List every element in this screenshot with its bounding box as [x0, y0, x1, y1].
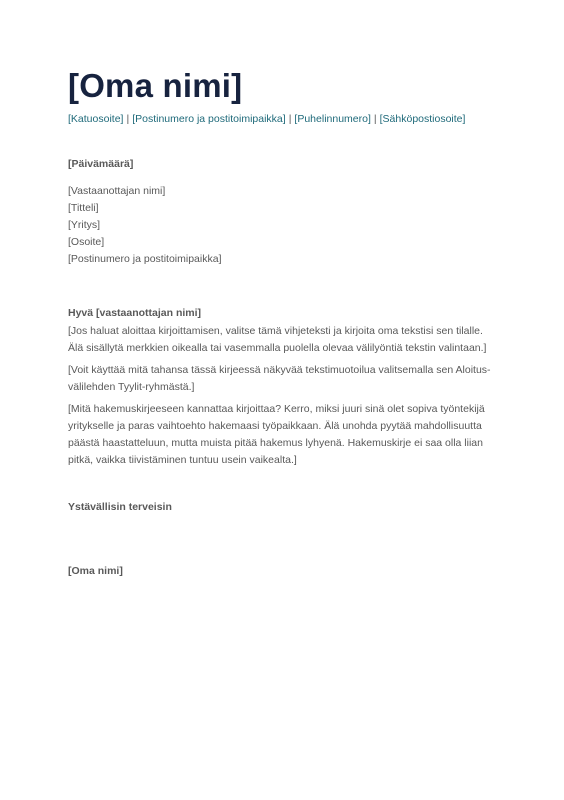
- body-paragraph[interactable]: [Jos haluat aloittaa kirjoittamisen, valitse tämä vihjeteksti ja kirjoita oma tekstisi sen tilalle. Älä sisällytä merkkien oikealla tai vasemmalla puolella olevaa välilyöntiä tekstin valintaan.]: [68, 325, 487, 354]
- contact-separator: |: [126, 113, 130, 125]
- letter-date[interactable]: [Päivämäärä]: [68, 158, 134, 170]
- body-paragraph[interactable]: [Voit käyttää mitä tahansa tässä kirjeessä näkyvää tekstimuotoilua valitsemalla sen Aloitus-välilehden Tyylit-ryhmästä.]: [68, 364, 491, 393]
- closing[interactable]: Ystävällisin terveisin: [68, 501, 172, 513]
- street-address[interactable]: [Katuosoite]: [68, 113, 124, 125]
- phone-number[interactable]: [Puhelinnumero]: [294, 113, 371, 125]
- sender-name[interactable]: [Oma nimi]: [68, 67, 243, 104]
- email-address[interactable]: [Sähköpostiosoite]: [379, 113, 466, 125]
- recipient-postal[interactable]: [Postinumero ja postitoimipaikka]: [68, 253, 222, 265]
- body-paragraph[interactable]: [Mitä hakemuskirjeeseen kannattaa kirjoittaa? Kerro, miksi juuri sinä olet sopiva työntekijä yritykselle ja paras vaihtoehto hakemaasi työpaikkaan. Älä unohda pyytää mahdollisuutta päästä haastatteluun, mutta muista pitää hakemus lyhyenä. Hakemuskirje ei saa olla liian pitkä, vaikka tiivistäminen tuntuu usein vaikealta.]: [68, 403, 485, 466]
- recipient-company[interactable]: [Yritys]: [68, 219, 101, 231]
- signature-name[interactable]: [Oma nimi]: [68, 565, 123, 577]
- contact-info-line: [68, 112, 465, 126]
- contact-separator: |: [373, 113, 377, 125]
- recipient-name[interactable]: [Vastaanottajan nimi]: [68, 185, 166, 197]
- recipient-block: [68, 183, 222, 268]
- recipient-title[interactable]: [Titteli]: [68, 202, 99, 214]
- postal-code-city[interactable]: [Postinumero ja postitoimipaikka]: [132, 113, 286, 125]
- recipient-address[interactable]: [Osoite]: [68, 236, 105, 248]
- contact-separator: |: [288, 113, 292, 125]
- salutation[interactable]: Hyvä [vastaanottajan nimi]: [68, 307, 202, 319]
